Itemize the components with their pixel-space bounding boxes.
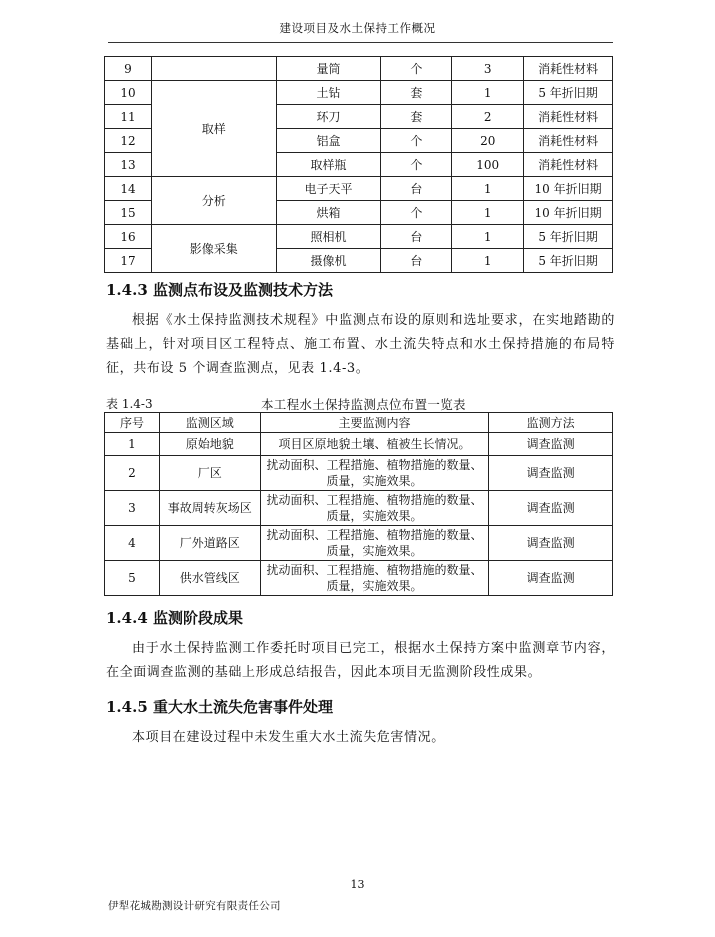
note-cell: 消耗性材料 bbox=[524, 105, 613, 129]
equipment-name: 环刀 bbox=[276, 105, 381, 129]
unit-cell: 套 bbox=[381, 105, 452, 129]
quantity-cell: 1 bbox=[452, 201, 524, 225]
section-paragraph-1-4-4: 由于水土保持监测工作委托时项目已完工，根据水土保持方案中监测章节内容，在全面调查监测的基础上形成总结报告，因此本项目无监测阶段性成果。 bbox=[106, 641, 615, 680]
note-cell: 5 年折旧期 bbox=[524, 249, 613, 273]
unit-cell: 台 bbox=[381, 177, 452, 201]
equipment-table bbox=[104, 56, 613, 273]
content-cell bbox=[260, 561, 489, 596]
row-number: 1 bbox=[105, 433, 160, 456]
area-cell: 供水管线区 bbox=[159, 561, 260, 596]
method-cell: 调查监测 bbox=[489, 433, 613, 456]
method-cell: 调查监测 bbox=[489, 561, 613, 596]
unit-cell: 台 bbox=[381, 225, 452, 249]
quantity-cell: 3 bbox=[452, 57, 524, 81]
note-cell: 消耗性材料 bbox=[524, 57, 613, 81]
content-line-1: 扰动面积、工程措施、植物措施的数量、 bbox=[266, 563, 483, 577]
category-cell bbox=[151, 57, 276, 81]
quantity-cell: 20 bbox=[452, 129, 524, 153]
section-heading-1-4-3: 1.4.3 监测点布设及监测技术方法 bbox=[106, 281, 333, 299]
quantity-cell: 1 bbox=[452, 81, 524, 105]
header-content: 主要监测内容 bbox=[260, 413, 489, 433]
unit-cell: 套 bbox=[381, 81, 452, 105]
content-cell bbox=[260, 526, 489, 561]
monitoring-points-table bbox=[104, 412, 613, 596]
note-cell: 10 年折旧期 bbox=[524, 177, 613, 201]
page-number: 13 bbox=[350, 878, 365, 891]
area-cell: 原始地貌 bbox=[159, 433, 260, 456]
table-row bbox=[105, 177, 613, 201]
equipment-name: 电子天平 bbox=[276, 177, 381, 201]
category-cell: 取样 bbox=[151, 81, 276, 177]
content-line-2: 质量，实施效果。 bbox=[326, 579, 423, 593]
note-cell: 5 年折旧期 bbox=[524, 81, 613, 105]
table-row bbox=[105, 526, 613, 561]
note-cell: 10 年折旧期 bbox=[524, 201, 613, 225]
header-method: 监测方法 bbox=[489, 413, 613, 433]
table-header-row bbox=[105, 413, 613, 433]
table-row bbox=[105, 456, 613, 491]
unit-cell: 个 bbox=[381, 57, 452, 81]
unit-cell: 个 bbox=[381, 153, 452, 177]
area-cell: 厂区 bbox=[159, 456, 260, 491]
table-title: 本工程水土保持监测点位布置一览表 bbox=[261, 397, 466, 412]
row-number: 5 bbox=[105, 561, 160, 596]
footer-company: 伊犁花城勘测设计研究有限责任公司 bbox=[108, 900, 281, 912]
method-cell: 调查监测 bbox=[489, 456, 613, 491]
table-row bbox=[105, 57, 613, 81]
row-number: 3 bbox=[105, 491, 160, 526]
row-number: 14 bbox=[105, 177, 152, 201]
table-row bbox=[105, 491, 613, 526]
row-number: 10 bbox=[105, 81, 152, 105]
category-cell: 分析 bbox=[151, 177, 276, 225]
content-cell bbox=[260, 433, 489, 456]
equipment-name: 烘箱 bbox=[276, 201, 381, 225]
note-cell: 消耗性材料 bbox=[524, 153, 613, 177]
equipment-name: 照相机 bbox=[276, 225, 381, 249]
header-rule bbox=[108, 42, 613, 43]
method-cell: 调查监测 bbox=[489, 491, 613, 526]
equipment-name: 量筒 bbox=[276, 57, 381, 81]
section-paragraph-1-4-3: 根据《水土保持监测技术规程》中监测点布设的原则和选址要求，在实地踏勘的基础上，针对项目区工程特点、施工布置、水土流失特点和水土保持措施的布局特征，共布设 5 个调查监测点，见表 1.4-3。 bbox=[106, 313, 615, 376]
header-title: 建设项目及水土保持工作概况 bbox=[279, 21, 436, 35]
equipment-name: 摄像机 bbox=[276, 249, 381, 273]
note-cell: 消耗性材料 bbox=[524, 129, 613, 153]
table-row bbox=[105, 433, 613, 456]
table-row bbox=[105, 225, 613, 249]
unit-cell: 个 bbox=[381, 201, 452, 225]
quantity-cell: 100 bbox=[452, 153, 524, 177]
header-no: 序号 bbox=[105, 413, 160, 433]
quantity-cell: 2 bbox=[452, 105, 524, 129]
row-number: 9 bbox=[105, 57, 152, 81]
row-number: 17 bbox=[105, 249, 152, 273]
content-cell bbox=[260, 456, 489, 491]
content-line-1: 扰动面积、工程措施、植物措施的数量、 bbox=[266, 458, 483, 472]
quantity-cell: 1 bbox=[452, 249, 524, 273]
quantity-cell: 1 bbox=[452, 225, 524, 249]
area-cell: 厂外道路区 bbox=[159, 526, 260, 561]
content-line-2: 质量，实施效果。 bbox=[326, 544, 423, 558]
table-row bbox=[105, 561, 613, 596]
content-cell bbox=[260, 491, 489, 526]
row-number: 4 bbox=[105, 526, 160, 561]
row-number: 11 bbox=[105, 105, 152, 129]
unit-cell: 台 bbox=[381, 249, 452, 273]
content-line-1: 扰动面积、工程措施、植物措施的数量、 bbox=[266, 528, 483, 542]
unit-cell: 个 bbox=[381, 129, 452, 153]
method-cell: 调查监测 bbox=[489, 526, 613, 561]
quantity-cell: 1 bbox=[452, 177, 524, 201]
equipment-name: 土钻 bbox=[276, 81, 381, 105]
category-cell: 影像采集 bbox=[151, 225, 276, 273]
header-area: 监测区域 bbox=[159, 413, 260, 433]
row-number: 15 bbox=[105, 201, 152, 225]
note-cell: 5 年折旧期 bbox=[524, 225, 613, 249]
area-cell: 事故周转灰场区 bbox=[159, 491, 260, 526]
content-line-2: 质量，实施效果。 bbox=[326, 474, 423, 488]
equipment-name: 铝盒 bbox=[276, 129, 381, 153]
table-label: 表 1.4-3 bbox=[106, 397, 153, 411]
section-heading-1-4-5: 1.4.5 重大水土流失危害事件处理 bbox=[106, 698, 333, 716]
content-line-2: 质量，实施效果。 bbox=[326, 509, 423, 523]
table-row bbox=[105, 81, 613, 105]
section-paragraph-1-4-5: 本项目在建设过程中未发生重大水土流失危害情况。 bbox=[132, 730, 445, 745]
row-number: 16 bbox=[105, 225, 152, 249]
row-number: 12 bbox=[105, 129, 152, 153]
section-heading-1-4-4: 1.4.4 监测阶段成果 bbox=[106, 609, 243, 627]
equipment-name: 取样瓶 bbox=[276, 153, 381, 177]
content-line-1: 项目区原地貌土壤、植被生长情况。 bbox=[278, 437, 471, 451]
row-number: 13 bbox=[105, 153, 152, 177]
row-number: 2 bbox=[105, 456, 160, 491]
content-line-1: 扰动面积、工程措施、植物措施的数量、 bbox=[266, 493, 483, 507]
